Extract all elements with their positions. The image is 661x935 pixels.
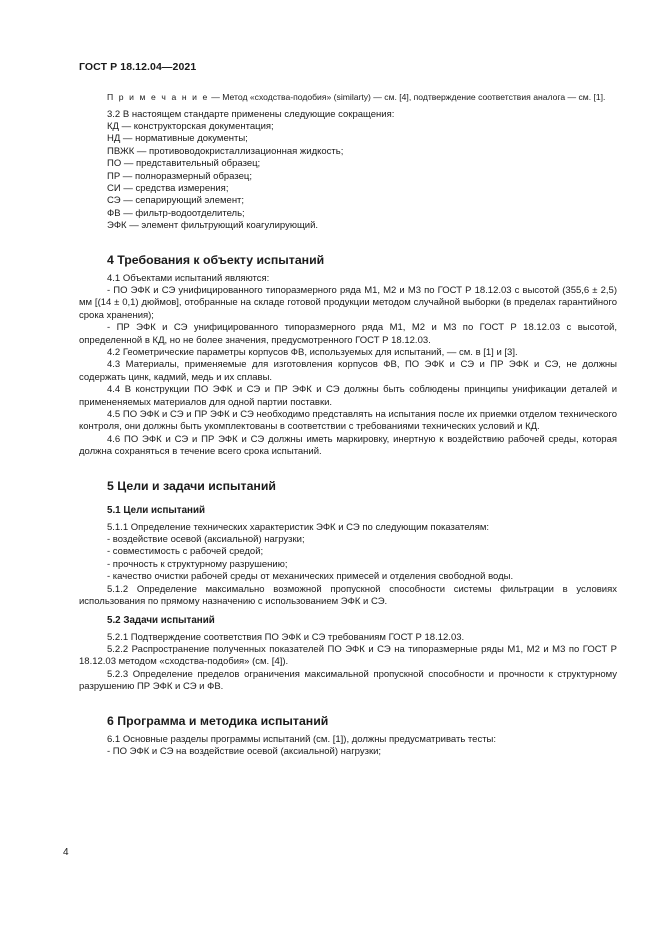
section-4-title: 4 Требования к объекту испытаний xyxy=(107,252,325,267)
clause-4-1-item: - ПР ЭФК и СЭ унифицированного типоразмерного ряда М1, М2 и М3 по ГОСТ Р 18.12.03 с высотой, определенной в КД, но не более значения, предусмотренного ГОСТ Р 18.12.03. xyxy=(79,322,617,346)
abbreviation-item: КД — конструкторская документация; xyxy=(107,120,274,132)
clause-6-1: 6.1 Основные разделы программы испытаний (см. [1]), должны предусматривать тесты: xyxy=(107,733,497,745)
goal-list-item: - прочность к структурному разрушению; xyxy=(107,558,288,570)
note-text: — Метод «сходства-подобия» (similarty) — см. [4], подтверждение соответствия аналога — см. [1]. xyxy=(208,92,606,102)
clause-3-2: 3.2 В настоящем стандарте применены следующие сокращения: xyxy=(107,108,395,120)
abbreviation-item: ФВ — фильтр-водоотделитель; xyxy=(107,207,245,219)
clause-4-1-item: - ПО ЭФК и СЭ унифицированного типоразмерного ряда М1, М2 и М3 по ГОСТ Р 18.12.03 с высотой (355,6 ± 2,5) мм [(14 ± 0,1) дюймов], отобранные на складе готовой продукции методом случайной выборки (в пределах гарантийного срока хранения); xyxy=(79,284,617,321)
abbreviation-item: ПО — представительный образец; xyxy=(107,158,261,170)
abbreviation-item: СЭ — сепарирующий элемент; xyxy=(107,195,245,207)
subsection-5-1-title: 5.1 Цели испытаний xyxy=(107,504,205,516)
note-label: П р и м е ч а н и е xyxy=(107,92,209,102)
clause-5-2-2: 5.2.2 Распространение полученных показателей ПО ЭФК и СЭ на типоразмерные ряды М1, М2 и М3 по ГОСТ Р 18.12.03 методом «сходства-подобия» (см. [4]). xyxy=(79,643,617,668)
clause-5-1-1: 5.1.1 Определение технических характеристик ЭФК и СЭ по следующим показателям: xyxy=(107,521,490,533)
subsection-5-2-title: 5.2 Задачи испытаний xyxy=(107,614,215,626)
section-5-title: 5 Цели и задачи испытаний xyxy=(107,478,276,493)
abbreviation-item: ПВЖК — противоводокристаллизационная жидкость; xyxy=(107,145,344,157)
page-content xyxy=(79,92,617,758)
clause-5-1-2: 5.1.2 Определение максимально возможной пропускной способности системы фильтрации в условиях использования по прямому назначению с использованием ЭФК и СЭ. xyxy=(79,583,617,608)
clause-4-2: 4.2 Геометрические параметры корпусов ФВ, используемых для испытаний, — см. в [1] и [3]. xyxy=(107,347,518,358)
goal-list-item: - воздействие осевой (аксиальной) нагрузки; xyxy=(107,534,305,546)
abbreviation-item: СИ — средства измерения; xyxy=(107,182,229,194)
note-paragraph xyxy=(79,92,617,104)
clause-6-1-item: - ПО ЭФК и СЭ на воздействие осевой (аксиальной) нагрузки; xyxy=(107,745,382,757)
section-6-title: 6 Программа и методика испытаний xyxy=(107,713,329,728)
clause-4-6: 4.6 ПО ЭФК и СЭ и ПР ЭФК и СЭ должны иметь маркировку, инертную к воздействию рабочей среды, которая должна сохраняться в течение всего срока испытаний. xyxy=(79,433,617,458)
clause-5-2-3: 5.2.3 Определение пределов ограничения максимальной пропускной способности и прочности к структурному разрушению ПР ЭФК и СЭ и ФВ. xyxy=(79,668,617,693)
abbreviation-item: ПР — полноразмерный образец; xyxy=(107,170,252,182)
clause-4-5: 4.5 ПО ЭФК и СЭ и ПР ЭФК и СЭ необходимо представлять на испытания после их приемки отделом технического контроля, они должны быть укомплектованы в соответствии с требованиями технических условий и КД. xyxy=(79,409,617,433)
clause-4-1: 4.1 Объектами испытаний являются: xyxy=(107,272,270,284)
page-number: 4 xyxy=(63,847,69,858)
clause-4-3: 4.3 Материалы, применяемые для изготовления корпусов ФВ, ПО ЭФК и СЭ и ПР ЭФК и СЭ, не должны содержать цинк, кадмий, медь и их сплавы. xyxy=(79,359,617,383)
goal-list-item: - совместимость с рабочей средой; xyxy=(107,546,264,558)
goal-list-item: - качество очистки рабочей среды от механических примесей и отделения свободной воды. xyxy=(107,571,514,583)
abbreviation-item: НД — нормативные документы; xyxy=(107,133,248,145)
clause-4-4: 4.4 В конструкции ПО ЭФК и СЭ и ПР ЭФК и СЭ должны быть соблюдены принципы унификации деталей и примененяемых материалов для одной партии поставки. xyxy=(79,384,617,408)
abbreviation-item: ЭФК — элемент фильтрующий коагулирующий. xyxy=(107,220,319,232)
standard-header: ГОСТ Р 18.12.04—2021 xyxy=(79,61,197,73)
clause-5-2-1: 5.2.1 Подтверждение соответствия ПО ЭФК и СЭ требованиям ГОСТ Р 18.12.03. xyxy=(107,631,465,643)
